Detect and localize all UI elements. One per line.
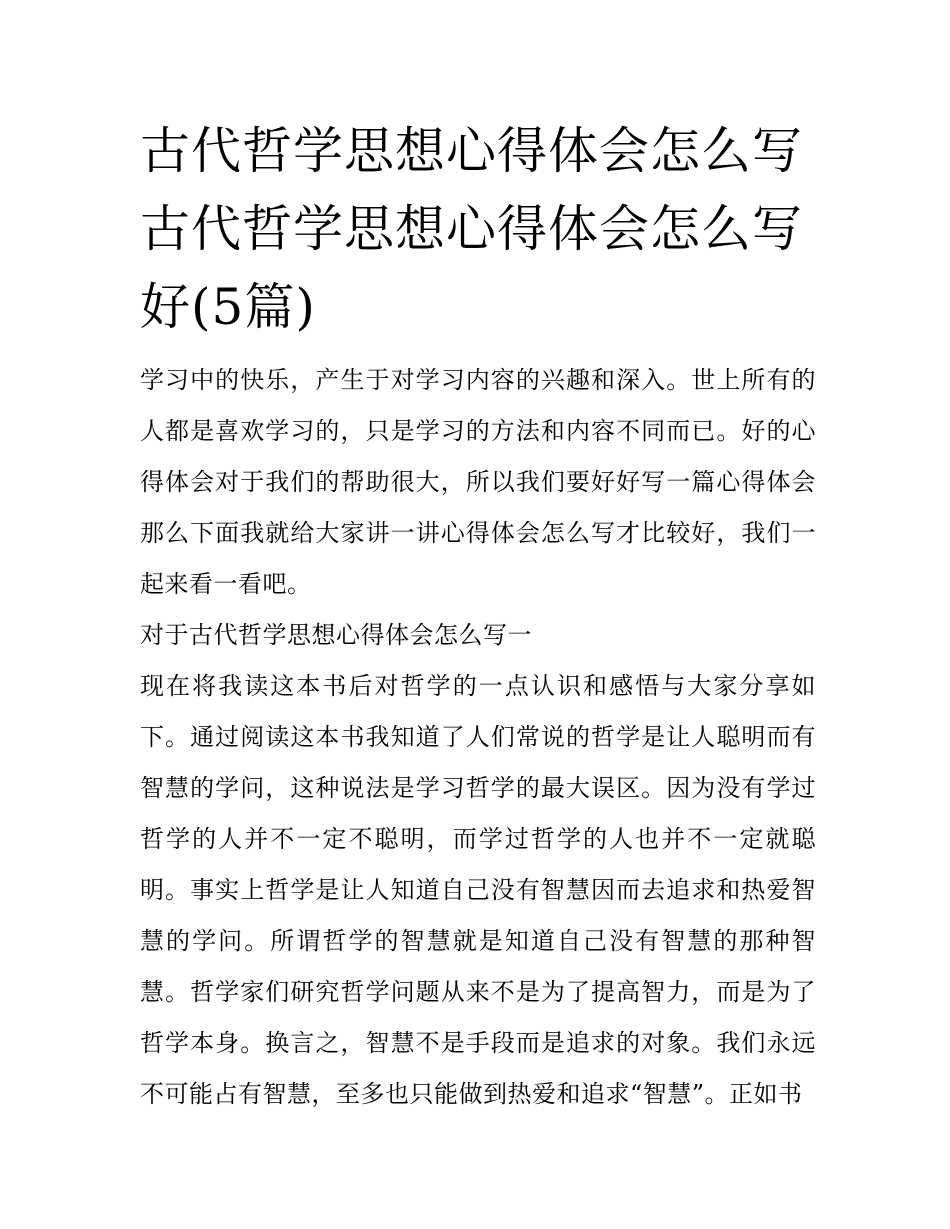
intro-paragraph: 学习中的快乐，产生于对学习内容的兴趣和深入。世上所有的人都是喜欢学习的，只是学习的方法和内容不同而已。好的心得体会对于我们的帮助很大，所以我们要好好写一篇心得体会那么下面我就给大家讲一讲心得体会怎么写才比较好，我们一起来看一看吧。 [140,366,816,598]
section-body-paragraph: 现在将我读这本书后对哲学的一点认识和感悟与大家分享如下。通过阅读这本书我知道了人们常说的哲学是让人聪明而有智慧的学问，这种说法是学习哲学的最大误区。因为没有学过哲学的人并不一定不聪明，而学过哲学的人也并不一定就聪明。事实上哲学是让人知道自己没有智慧因而去追求和热爱智慧的学问。所谓哲学的智慧就是知道自己没有智慧的那种智慧。哲学家们研究哲学问题从来不是为了提高智力，而是为了哲学本身。换言之，智慧不是手段而是追求的对象。我们永远不可能占有智慧，至多也只能做到热爱和追求“智慧”。正如书 [140,672,816,1108]
document-content [140,355,816,1120]
document-title: 古代哲学思想心得体会怎么写古代哲学思想心得体会怎么写好(5篇) [140,122,803,336]
section-heading: 对于古代哲学思想心得体会怎么写一 [140,621,532,649]
